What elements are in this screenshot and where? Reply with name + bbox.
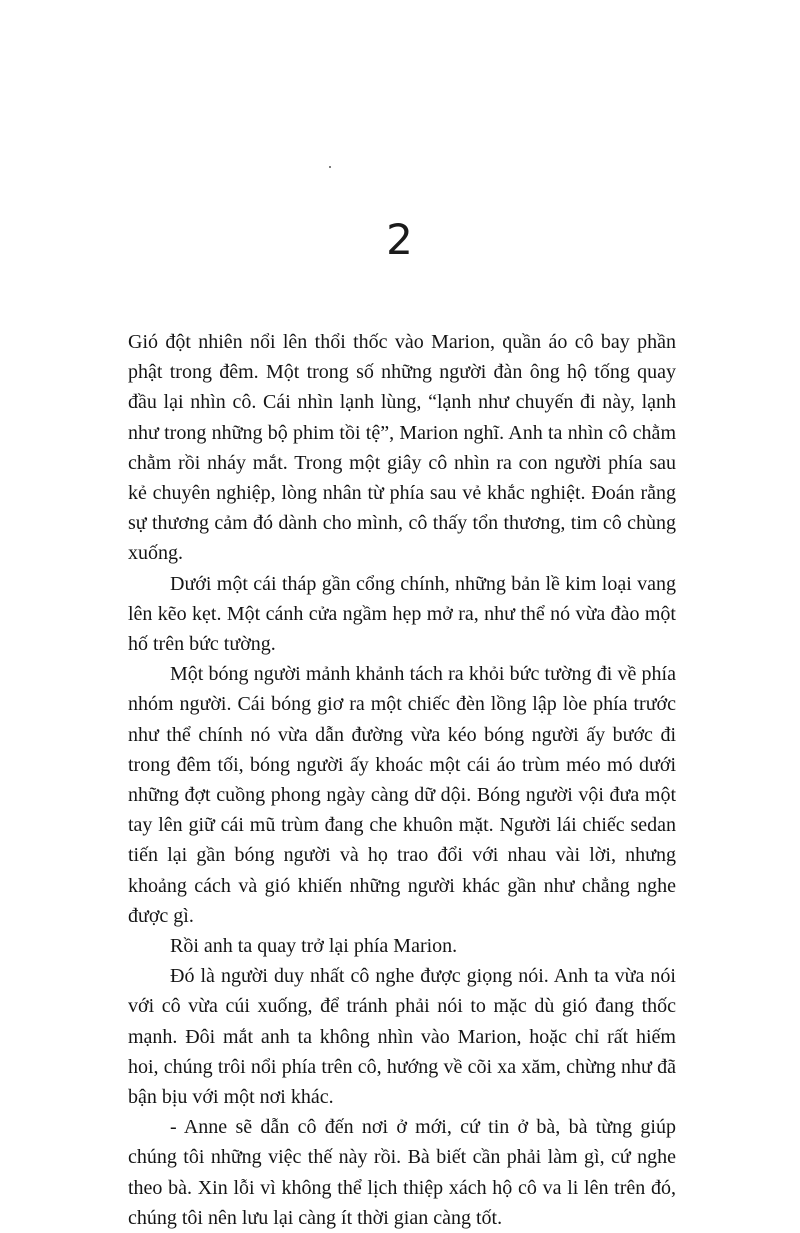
paragraph-dialogue: - Anne sẽ dẫn cô đến nơi ở mới, cứ tin ở bà, bà từng giúp chúng tôi những việc thế này rồi. Bà biết cần phải làm gì, cứ nghe theo bà. Xin lỗi vì không thể lịch thiệp xách hộ cô va li lên trên đó, chúng tôi nên lưu lại càng ít thời gian càng tốt. bbox=[128, 1116, 676, 1229]
paragraph: Một bóng người mảnh khảnh tách ra khỏi bức tường đi về phía nhóm người. Cái bóng giơ ra một chiếc đèn lồng lập lòe phía trước như thể chính nó vừa dẫn đường vừa kéo bóng người ấy bước đi trong đêm tối, bóng người ấy khoác một cái áo trùm méo mó dưới những đợt cuồng phong ngày càng dữ dội. Bóng người vội đưa một tay lên giữ cái mũ trùm đang che khuôn mặt. Người lái chiếc sedan tiến lại gần bóng người và họ trao đổi với nhau vài lời, nhưng khoảng cách và gió khiến những người khác gần như chẳng nghe được gì. bbox=[128, 663, 676, 927]
paper-speck bbox=[329, 166, 331, 168]
chapter-number: 2 bbox=[386, 215, 414, 264]
chapter-body bbox=[128, 327, 676, 1233]
paragraph: Dưới một cái tháp gần cổng chính, những bản lề kim loại vang lên kẽo kẹt. Một cánh cửa ngầm hẹp mở ra, như thể nó vừa đào một hố trên bức tường. bbox=[128, 572, 676, 656]
paragraph: Đó là người duy nhất cô nghe được giọng nói. Anh ta vừa nói với cô vừa cúi xuống, để tránh phải nói to mặc dù gió đang thốc mạnh. Đôi mắt anh ta không nhìn vào Marion, hoặc chỉ rất hiếm hoi, chúng trôi nổi phía trên cô, hướng về cõi xa xăm, chừng như đã bận bịu với một nơi khác. bbox=[128, 965, 676, 1109]
paragraph: Rồi anh ta quay trở lại phía Marion. bbox=[170, 935, 458, 958]
paragraph: Gió đột nhiên nổi lên thổi thốc vào Marion, quần áo cô bay phần phật trong đêm. Một trong số những người đàn ông hộ tống quay đầu lại nhìn cô. Cái nhìn lạnh lùng, “lạnh như chuyến đi này, lạnh như trong những bộ phim tồi tệ”, Marion nghĩ. Anh ta nhìn cô chằm chằm rồi nháy mắt. Trong một giây cô nhìn ra con người phía sau kẻ chuyên nghiệp, lòng nhân từ phía sau vẻ khắc nghiệt. Đoán rằng sự thương cảm đó dành cho mình, cô thấy tổn thương, tim cô chùng xuống. bbox=[128, 331, 676, 565]
